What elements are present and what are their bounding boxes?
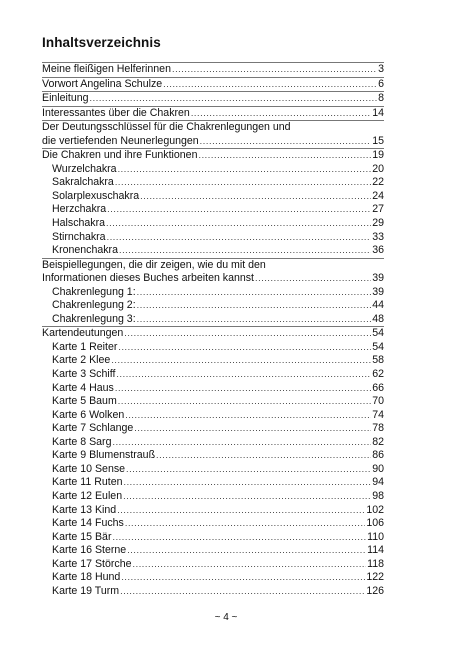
toc-entry-label: Karte 12 Eulen	[52, 489, 123, 502]
dot-leader	[116, 368, 371, 382]
toc-entry-label: Vorwort Angelina Schulze	[42, 77, 163, 90]
toc-entry-page-number: 6	[378, 77, 384, 90]
toc-entry	[42, 409, 384, 423]
dot-leader	[137, 299, 372, 313]
dot-leader	[127, 544, 366, 558]
toc-entry-page-number: 66	[372, 381, 384, 394]
dot-leader	[140, 190, 371, 204]
dot-leader	[121, 571, 365, 585]
toc-entry-page-number: 29	[372, 217, 384, 230]
toc-entry	[42, 217, 384, 231]
toc-entry-page-number: 19	[372, 149, 384, 162]
dot-leader	[120, 585, 365, 599]
dot-leader	[126, 463, 371, 477]
toc-entry-label: Einleitung	[42, 92, 89, 105]
toc-entry-page-number: 3	[378, 63, 384, 75]
toc-entry-label: Karte 18 Hund	[52, 571, 121, 584]
toc-entry	[42, 148, 384, 163]
toc-entry-label: Karte 8 Sarg	[52, 435, 112, 448]
dot-leader	[163, 78, 377, 92]
toc-entry-page-number: 39	[372, 272, 384, 285]
toc-entry	[42, 436, 384, 450]
dot-leader	[115, 382, 371, 396]
toc-entry-label: Wurzelchakra	[52, 162, 117, 175]
toc-entry	[42, 517, 384, 531]
toc-entry	[42, 231, 384, 245]
toc-entry	[42, 341, 384, 355]
toc-entry-label: Karte 7 Schlange	[52, 422, 134, 435]
toc-entry-page-number: 39	[372, 285, 384, 298]
toc-entry-page-number: 48	[372, 312, 384, 325]
toc-entry-label: Kronenchakra	[52, 244, 118, 257]
toc-entry	[42, 62, 384, 77]
dot-leader	[200, 135, 372, 149]
dot-leader	[255, 272, 371, 286]
toc-entry	[42, 463, 384, 477]
toc-entry	[42, 163, 384, 177]
toc-entry	[42, 135, 384, 149]
toc-entry-label: Karte 19 Turm	[52, 584, 120, 597]
toc-entry	[42, 91, 384, 106]
toc-entry	[42, 326, 384, 341]
toc-entry-page-number: 118	[367, 557, 384, 570]
toc-entry-page-number: 122	[366, 571, 384, 584]
toc-entry-page-number: 36	[372, 244, 384, 257]
toc-entry-label: Der Deutungsschlüssel für die Chakrenlegungen und	[42, 121, 291, 134]
toc-entry-label: Kartendeutungen	[42, 327, 124, 340]
toc-entry	[42, 571, 384, 585]
toc-entry	[42, 299, 384, 313]
dot-leader	[125, 409, 371, 423]
toc-entry	[42, 449, 384, 463]
toc-entry-label: Chakrenlegung 2:	[52, 299, 136, 312]
toc-entry-label: Karte 6 Wolken	[52, 408, 125, 421]
dot-leader	[133, 558, 367, 572]
dot-leader	[137, 286, 372, 300]
toc-entry	[42, 531, 384, 545]
page-title: Inhaltsverzeichnis	[42, 35, 161, 50]
toc-entry-page-number: 22	[372, 176, 384, 189]
toc-entry	[42, 190, 384, 204]
toc-entry-page-number: 126	[366, 584, 384, 597]
toc-entry-label: Karte 11 Ruten	[52, 476, 123, 489]
dot-leader	[118, 395, 371, 409]
toc-entry	[42, 176, 384, 190]
toc-entry-page-number: 110	[367, 530, 384, 543]
page-number-footer: ~ 4 ~	[214, 612, 238, 623]
toc-entry-label: Chakrenlegung 3:	[52, 312, 136, 325]
toc-entry-page-number: 14	[372, 106, 384, 119]
toc-entry	[42, 120, 384, 135]
dot-leader	[198, 149, 371, 163]
toc-entry	[42, 244, 384, 258]
dot-leader	[123, 476, 371, 490]
toc-entry-label: Informationen dieses Buches arbeiten kannst	[42, 272, 255, 285]
dot-leader	[115, 176, 371, 190]
toc-entry-page-number: 78	[372, 422, 384, 435]
toc-entry-page-number: 44	[372, 299, 384, 312]
toc-entry	[42, 585, 384, 599]
toc-entry-label: Karte 5 Baum	[52, 395, 117, 408]
toc-entry-page-number: 20	[372, 162, 384, 175]
toc-entry	[42, 490, 384, 504]
toc-entry-page-number: 114	[367, 544, 384, 557]
dot-leader	[106, 217, 371, 231]
toc-entry	[42, 368, 384, 382]
toc-entry-label: Karte 2 Klee	[52, 354, 111, 367]
toc-entry-label: Karte 3 Schiff	[52, 368, 116, 381]
toc-entry	[42, 504, 384, 518]
toc-entry-label: Karte 16 Sterne	[52, 544, 127, 557]
toc-entry-label: Karte 1 Reiter	[52, 340, 118, 353]
dot-leader	[191, 107, 371, 121]
toc-entry-label: Karte 13 Kind	[52, 503, 117, 516]
toc-entry-label: Solarplexuschakra	[52, 189, 140, 202]
toc-entry	[42, 106, 384, 121]
dot-leader	[112, 436, 371, 450]
toc-entry-label: Chakrenlegung 1:	[52, 285, 136, 298]
dot-leader	[118, 341, 371, 355]
toc-entry-page-number: 8	[378, 92, 384, 105]
dot-leader	[90, 92, 378, 106]
dot-leader	[119, 244, 371, 258]
dot-leader	[111, 354, 371, 368]
table-of-contents	[42, 62, 384, 598]
toc-entry-label: Stirnchakra	[52, 230, 106, 243]
dot-leader	[107, 231, 372, 245]
toc-entry	[42, 544, 384, 558]
dot-leader	[107, 203, 371, 217]
toc-entry-page-number: 102	[366, 503, 384, 516]
toc-entry-label: Karte 17 Störche	[52, 557, 132, 570]
toc-entry	[42, 382, 384, 396]
toc-entry	[42, 313, 384, 327]
dot-leader	[117, 504, 365, 518]
toc-entry-page-number: 86	[372, 449, 384, 462]
toc-entry-page-number: 27	[372, 203, 384, 216]
toc-entry-label: Karte 9 Blumenstrauß	[52, 449, 156, 462]
toc-entry-page-number: 24	[372, 189, 384, 202]
toc-entry-label: Meine fleißigen Helferinnen	[42, 63, 171, 75]
toc-entry-label: Karte 14 Fuchs	[52, 517, 124, 530]
toc-entry	[42, 476, 384, 490]
toc-entry	[42, 258, 384, 273]
toc-entry-label: Halschakra	[52, 217, 105, 230]
toc-entry-label: die vertiefenden Neunerlegungen	[42, 134, 199, 147]
toc-entry-label: Sakralchakra	[52, 176, 114, 189]
dot-leader	[137, 313, 372, 327]
toc-entry-label: Karte 10 Sense	[52, 462, 126, 475]
toc-entry-page-number: 70	[372, 395, 384, 408]
toc-entry-page-number: 54	[372, 327, 384, 340]
toc-entry-page-number: 33	[372, 230, 384, 243]
dot-leader	[118, 163, 372, 177]
dot-leader	[123, 490, 371, 504]
toc-entry-label: Beispiellegungen, die dir zeigen, wie du mit den	[42, 258, 266, 271]
dot-leader	[134, 422, 371, 436]
toc-entry-label: Die Chakren und ihre Funktionen	[42, 149, 198, 162]
dot-leader	[112, 531, 366, 545]
toc-entry-label: Interessantes über die Chakren	[42, 106, 190, 119]
toc-entry-label: Karte 15 Bär	[52, 530, 112, 543]
toc-entry-page-number: 82	[372, 435, 384, 448]
dot-leader	[172, 63, 377, 77]
toc-entry-page-number: 106	[366, 517, 384, 530]
toc-entry	[42, 395, 384, 409]
toc-entry-page-number: 74	[372, 408, 384, 421]
toc-entry-page-number: 98	[372, 489, 384, 502]
toc-entry-page-number: 54	[372, 340, 384, 353]
toc-entry-page-number: 62	[372, 368, 384, 381]
toc-entry	[42, 558, 384, 572]
toc-entry	[42, 272, 384, 286]
dot-leader	[125, 517, 365, 531]
dot-leader	[156, 449, 371, 463]
toc-entry	[42, 77, 384, 92]
toc-entry	[42, 286, 384, 300]
toc-entry	[42, 203, 384, 217]
toc-entry-page-number: 94	[372, 476, 384, 489]
toc-entry-page-number: 15	[372, 134, 384, 147]
toc-entry	[42, 422, 384, 436]
dot-leader	[124, 327, 371, 341]
toc-entry-page-number: 90	[372, 462, 384, 475]
toc-entry-page-number: 58	[372, 354, 384, 367]
toc-entry-label: Herzchakra	[52, 203, 107, 216]
toc-entry	[42, 354, 384, 368]
toc-entry-label: Karte 4 Haus	[52, 381, 114, 394]
